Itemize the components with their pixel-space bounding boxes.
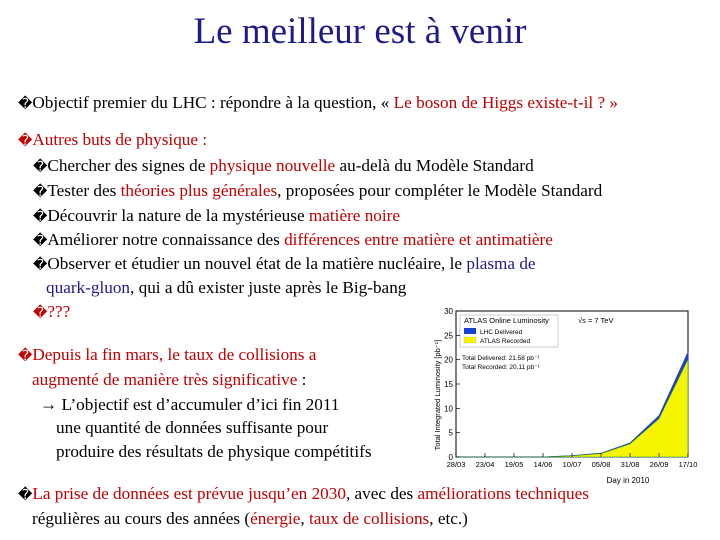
bullet-autres-buts xyxy=(18,130,207,151)
bullet-2030-cont xyxy=(32,509,468,529)
luminosity-chart-svg xyxy=(428,305,698,487)
x-tick-label: 05/08 xyxy=(591,460,611,469)
y-tick-label: 5 xyxy=(448,428,453,438)
y-tick-label: 25 xyxy=(444,331,453,341)
text: , proposées pour compléter le Modèle Standard xyxy=(277,181,603,200)
text: Tester des xyxy=(47,181,121,200)
text: une quantité de données suffisante pour xyxy=(56,418,329,437)
legend-swatch-recorded xyxy=(464,337,476,343)
legend-label-delivered: LHC Delivered xyxy=(480,329,523,336)
highlight: quark-gluon xyxy=(46,278,131,297)
x-tick-label: 19/05 xyxy=(504,460,524,469)
stat-delivered: Total Delivered: 21.58 pb⁻¹ xyxy=(462,355,540,362)
highlight: améliorations techniques xyxy=(417,484,589,503)
chart-title: ATLAS Online Luminosity xyxy=(464,316,549,325)
text: Découvrir la nature de la mystérieuse xyxy=(47,206,309,225)
highlight-higgs: Le boson de Higgs existe-t-il ? » xyxy=(393,93,619,112)
text: Chercher des signes de xyxy=(47,156,210,175)
sub-bullet-theories xyxy=(33,181,602,202)
bullet-icon: � xyxy=(33,209,48,225)
highlight: matière noire xyxy=(308,206,401,225)
y-tick-label: 10 xyxy=(444,404,453,414)
bullet-icon: � xyxy=(18,96,33,112)
legend-label-recorded: ATLAS Recorded xyxy=(480,338,531,345)
bullet-icon: � xyxy=(18,133,33,149)
text: ??? xyxy=(47,302,71,321)
highlight: physique nouvelle xyxy=(209,156,336,175)
x-tick-label: 26/09 xyxy=(649,460,669,469)
y-tick-label: 0 xyxy=(448,453,453,462)
objectif-2011-cont1 xyxy=(56,418,328,438)
text: , qui a dû exister juste après le Big-bang xyxy=(130,278,407,297)
x-tick-label: 31/08 xyxy=(620,460,640,469)
text: Observer et étudier un nouvel état de la matière nucléaire, le xyxy=(47,254,467,273)
bullet-icon: � xyxy=(33,257,48,273)
bullet-objectif xyxy=(18,93,618,114)
x-tick-label: 23/04 xyxy=(475,460,495,469)
y-tick-label: 20 xyxy=(444,355,453,365)
sub-bullet-matiere-noire xyxy=(33,206,400,227)
sub-bullet-plasma xyxy=(33,254,536,275)
text: Autres buts de physique : xyxy=(32,130,208,149)
bullet-icon: � xyxy=(33,184,48,200)
bullet-icon: � xyxy=(18,348,33,364)
bullet-icon: � xyxy=(33,233,48,249)
sub-bullet-unknown xyxy=(33,302,70,323)
text: Objectif premier du LHC : xyxy=(32,93,220,112)
collisions-cont xyxy=(32,370,306,390)
text: , avec des xyxy=(345,484,418,503)
text: Améliorer notre connaissance des xyxy=(47,230,285,249)
text: augmenté de manière très significative xyxy=(32,370,298,389)
legend-swatch-delivered xyxy=(464,328,476,334)
luminosity-chart xyxy=(428,305,698,487)
bullet-collisions xyxy=(18,345,316,366)
x-tick-label: 10/07 xyxy=(562,460,582,469)
highlight: plasma de xyxy=(466,254,536,273)
page-title: Le meilleur est à venir xyxy=(193,11,527,52)
highlight: La prise de données est prévue jusqu’en 2030 xyxy=(32,484,346,503)
y-tick-label: 15 xyxy=(444,380,453,389)
text: répondre à la question, « xyxy=(219,93,394,112)
bullet-icon: � xyxy=(33,159,48,175)
bullet-icon: � xyxy=(18,487,33,503)
text: régulières au cours des années ( xyxy=(32,509,251,528)
x-tick-label: 14/06 xyxy=(533,460,553,469)
text: L’objectif est d’accumuler d’ici fin 2011 xyxy=(61,395,340,414)
text: Depuis la fin mars, le taux de collisions a xyxy=(32,345,317,364)
objectif-2011 xyxy=(40,395,339,415)
highlight: taux de collisions xyxy=(308,509,430,528)
highlight: différences entre matière et antimatière xyxy=(284,230,553,249)
y-tick-label: 30 xyxy=(444,307,453,316)
sub-bullet-antimatiere xyxy=(33,230,553,251)
chart-ylabel: Total Integrated Luminosity [pb⁻¹] xyxy=(433,339,442,451)
arrow-icon: → xyxy=(40,395,58,414)
highlight: théories plus générales xyxy=(120,181,278,200)
objectif-2011-cont2 xyxy=(56,442,372,462)
stat-recorded: Total Recorded: 20.11 pb⁻¹ xyxy=(462,364,540,371)
sub-bullet-physique-nouvelle xyxy=(33,156,534,177)
sub-bullet-plasma-cont xyxy=(46,278,406,298)
text: produire des résultats de physique compétitifs xyxy=(56,442,372,461)
x-tick-label: 17/10 xyxy=(678,460,698,469)
bullet-2030 xyxy=(18,484,589,505)
text: au-delà du Modèle Standard xyxy=(335,156,534,175)
x-tick-label: 28/03 xyxy=(446,460,466,469)
chart-xlabel: Day in 2010 xyxy=(606,476,650,485)
text: , xyxy=(300,509,309,528)
chart-annotation: √s = 7 TeV xyxy=(578,316,614,325)
text: : xyxy=(297,370,307,389)
text: , etc.) xyxy=(429,509,468,528)
bullet-icon: � xyxy=(33,305,48,321)
highlight: énergie xyxy=(250,509,301,528)
